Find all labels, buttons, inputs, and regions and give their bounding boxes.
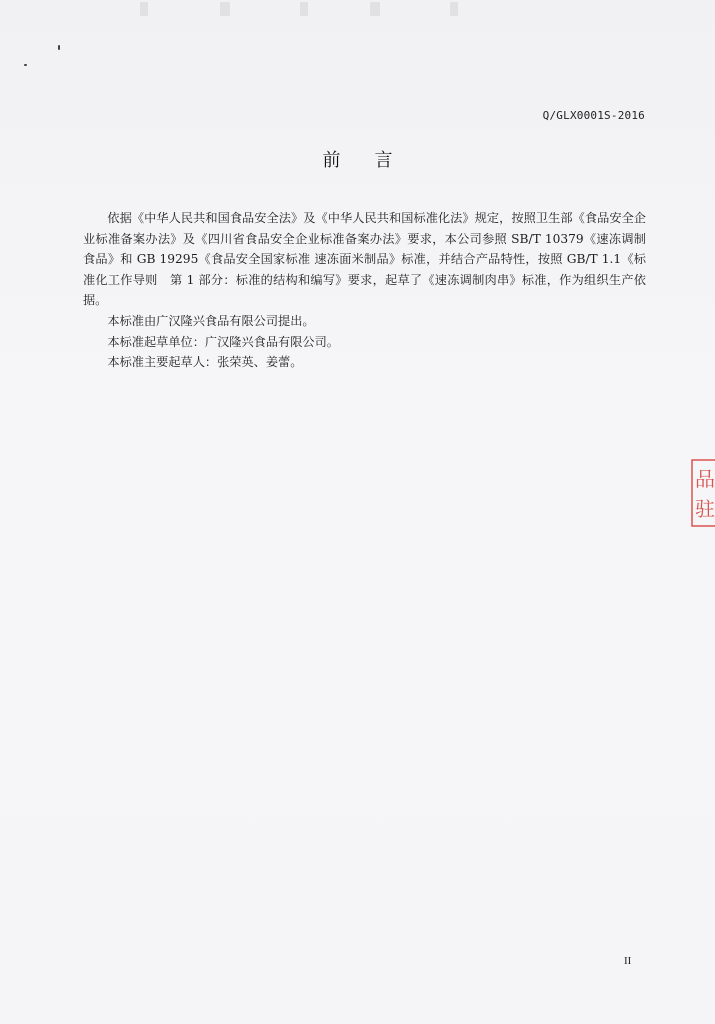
- document-code: Q/GLX0001S-2016: [542, 109, 645, 122]
- foreword-paragraph: 本标准起草单位：广汉隆兴食品有限公司。: [107, 334, 339, 349]
- foreword-paragraph: 依据《中华人民共和国食品安全法》及《中华人民共和国标准化法》规定，按照卫生部《食品安全企业标准备案办法》及《四川省食品安全企业标准备案办法》要求，本公司参照 SB/T 10379《速冻调制食品》和 GB 19295《食品安全国家标准 速冻面米制品》标准，并结合产品特性，按照 GB/T 1.1《标准化工作导则 第 1 部分：标准的结构和编写》要求，起草了《速冻调制肉串》标准，作为组织生产依据。: [83, 211, 646, 308]
- svg-text:驻: 驻: [695, 497, 715, 521]
- scan-speck: [58, 45, 60, 50]
- page-title: 前言: [322, 150, 427, 171]
- svg-text:品: 品: [695, 467, 715, 491]
- foreword-paragraph: 本标准由广汉隆兴食品有限公司提出。: [107, 313, 315, 328]
- page-number: II: [624, 955, 632, 967]
- foreword-paragraph: 本标准主要起草人：张荣英、姜蕾。: [107, 355, 303, 370]
- foreword-body: [83, 208, 646, 373]
- scan-artifact-marks: [100, 0, 520, 20]
- scan-speck: [24, 64, 27, 66]
- red-seal-stamp: [690, 458, 715, 530]
